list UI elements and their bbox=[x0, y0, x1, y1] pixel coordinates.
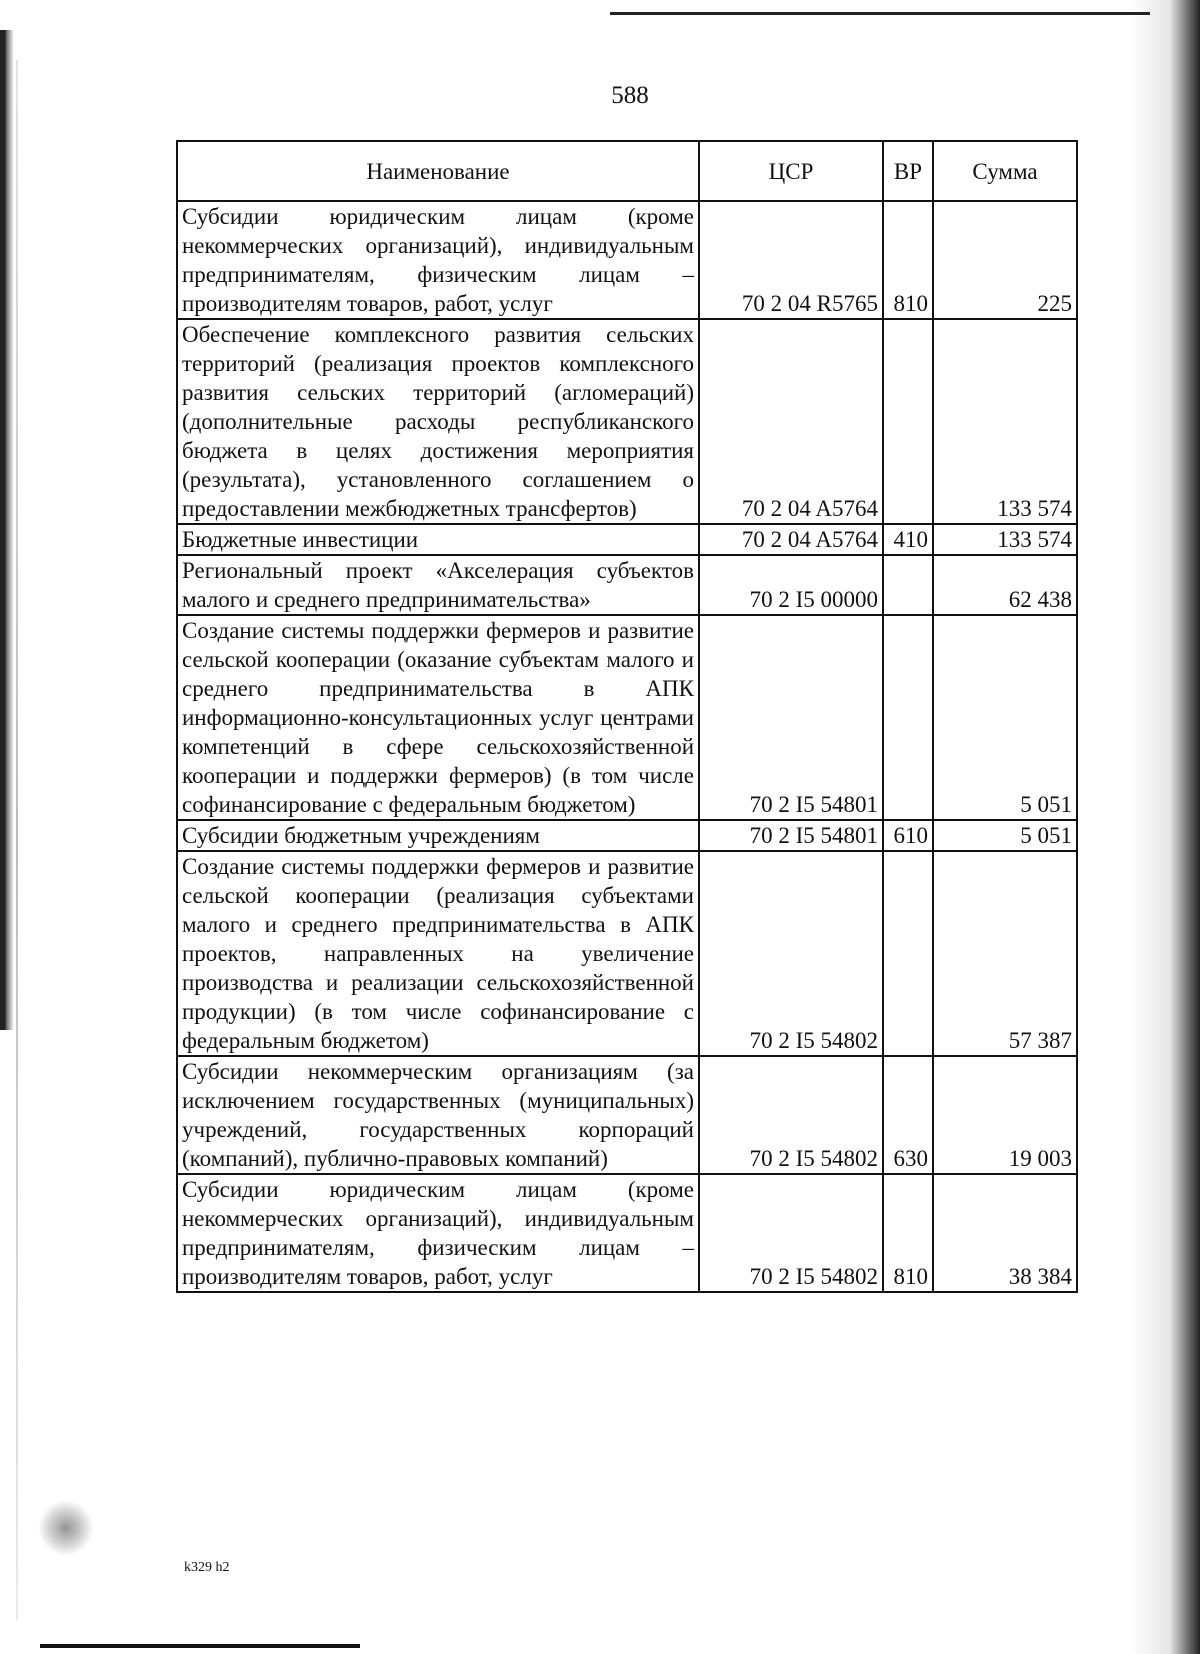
row-name: Создание системы поддержки фермеров и развитие сельской кооперации (реализация субъектами малого и среднего предпринимательства в АПК проектов, направленных на увеличение производства и реализации сельскохозяйственной продукции) (в том числе софинансирование с федеральным бюджетом) bbox=[177, 851, 699, 1056]
row-csr: 70 2 I5 54801 bbox=[699, 615, 883, 820]
row-vr bbox=[883, 319, 933, 524]
scan-shadow-left-line bbox=[16, 60, 18, 1620]
row-sum: 133 574 bbox=[933, 524, 1077, 555]
header-sum: Сумма bbox=[933, 141, 1077, 201]
table-row bbox=[177, 555, 1077, 615]
row-name: Субсидии некоммерческим организациям (за исключением государственных (муниципальных) учреждений, государственных корпораций (компаний), публично-правовых компаний) bbox=[177, 1056, 699, 1174]
row-name: Бюджетные инвестиции bbox=[177, 524, 699, 555]
table-row bbox=[177, 851, 1077, 1056]
row-vr: 630 bbox=[883, 1056, 933, 1174]
table-row bbox=[177, 1174, 1077, 1292]
row-name: Создание системы поддержки фермеров и развитие сельской кооперации (оказание субъектам малого и среднего предпринимательства в АПК информационно-консультационных услуг центрами компетенций в сфере сельскохозяйственной кооперации и поддержки фермеров) (в том числе софинансирование с федеральным бюджетом) bbox=[177, 615, 699, 820]
row-vr bbox=[883, 555, 933, 615]
row-vr bbox=[883, 615, 933, 820]
row-sum: 57 387 bbox=[933, 851, 1077, 1056]
header-vr: ВР bbox=[883, 141, 933, 201]
table-row bbox=[177, 201, 1077, 319]
scan-blot bbox=[38, 1500, 94, 1556]
row-csr: 70 2 I5 54801 bbox=[699, 820, 883, 851]
budget-table bbox=[176, 140, 1078, 1293]
row-vr: 610 bbox=[883, 820, 933, 851]
scan-shadow-left bbox=[0, 30, 14, 1030]
row-name: Субсидии бюджетным учреждениям bbox=[177, 820, 699, 851]
row-vr: 810 bbox=[883, 201, 933, 319]
row-vr: 410 bbox=[883, 524, 933, 555]
table-row bbox=[177, 1056, 1077, 1174]
row-sum: 62 438 bbox=[933, 555, 1077, 615]
table-row bbox=[177, 615, 1077, 820]
row-sum: 5 051 bbox=[933, 615, 1077, 820]
row-vr: 810 bbox=[883, 1174, 933, 1292]
scan-shadow-right bbox=[1130, 0, 1200, 1654]
row-name: Субсидии юридическим лицам (кроме некоммерческих организаций), индивидуальным предпринимателям, физическим лицам – производителям товаров, работ, услуг bbox=[177, 201, 699, 319]
row-sum: 19 003 bbox=[933, 1056, 1077, 1174]
table-row bbox=[177, 820, 1077, 851]
row-csr: 70 2 I5 54802 bbox=[699, 1056, 883, 1174]
row-csr: 70 2 04 R5765 bbox=[699, 201, 883, 319]
scan-line-top bbox=[610, 12, 1150, 15]
footer-code: k329 h2 bbox=[184, 1560, 230, 1575]
row-sum: 38 384 bbox=[933, 1174, 1077, 1292]
row-name: Обеспечение комплексного развития сельских территорий (реализация проектов комплексного развития сельских территорий (агломераций) (дополнительные расходы республиканского бюджета в целях достижения мероприятия (результата), установленного соглашением о предоставлении межбюджетных трансфертов) bbox=[177, 319, 699, 524]
scan-line-bottom bbox=[40, 1644, 360, 1648]
row-csr: 70 2 I5 00000 bbox=[699, 555, 883, 615]
table-row bbox=[177, 524, 1077, 555]
table-header-row bbox=[177, 141, 1077, 201]
header-csr: ЦСР bbox=[699, 141, 883, 201]
row-sum: 5 051 bbox=[933, 820, 1077, 851]
row-csr: 70 2 I5 54802 bbox=[699, 851, 883, 1056]
row-csr: 70 2 04 A5764 bbox=[699, 524, 883, 555]
row-sum: 133 574 bbox=[933, 319, 1077, 524]
row-sum: 225 bbox=[933, 201, 1077, 319]
row-csr: 70 2 I5 54802 bbox=[699, 1174, 883, 1292]
row-csr: 70 2 04 A5764 bbox=[699, 319, 883, 524]
table-row bbox=[177, 319, 1077, 524]
row-vr bbox=[883, 851, 933, 1056]
header-name: Наименование bbox=[177, 141, 699, 201]
row-name: Субсидии юридическим лицам (кроме некоммерческих организаций), индивидуальным предпринимателям, физическим лицам – производителям товаров, работ, услуг bbox=[177, 1174, 699, 1292]
row-name: Региональный проект «Акселерация субъектов малого и среднего предпринимательства» bbox=[177, 555, 699, 615]
page-number: 588 bbox=[611, 82, 649, 109]
